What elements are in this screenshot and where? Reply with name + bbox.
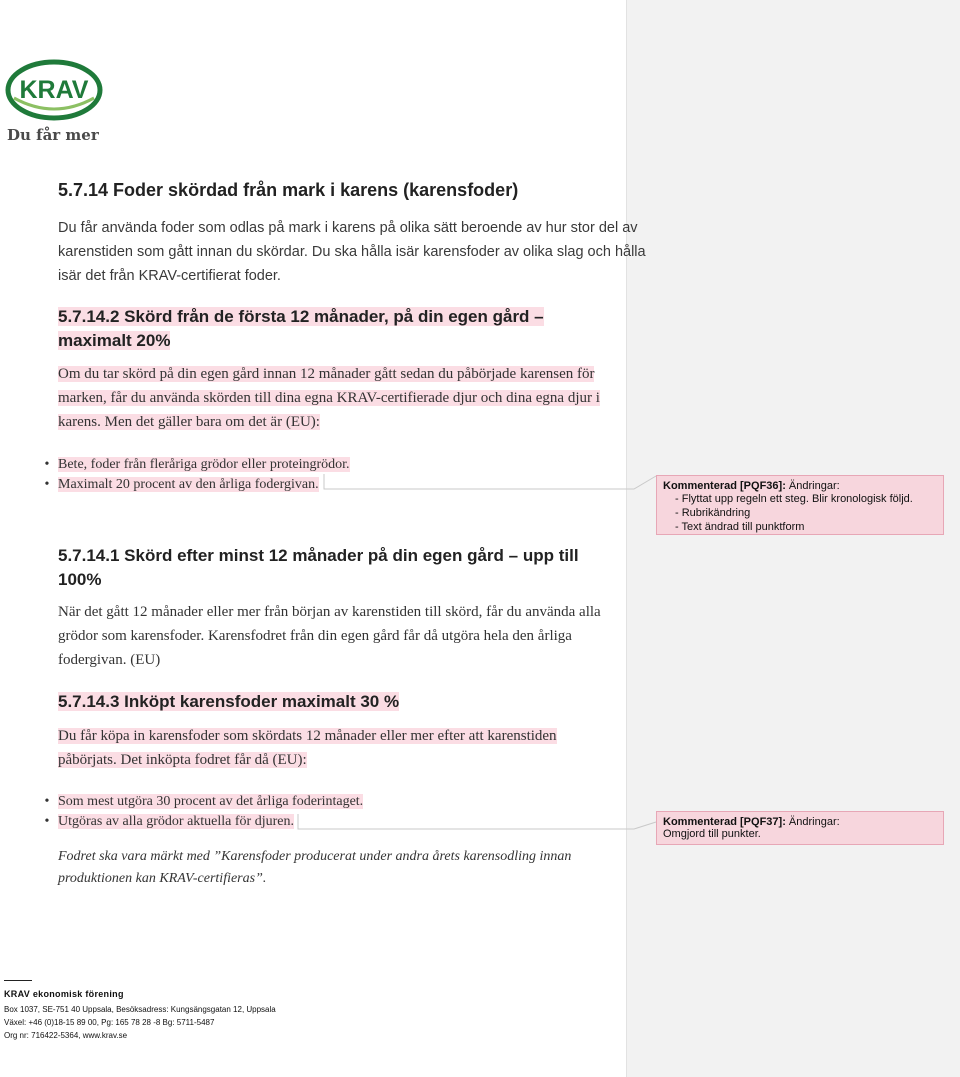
comment-line: - Rubrikändring	[675, 507, 751, 519]
heading-line: 100%	[58, 570, 102, 589]
para-line: Du får köpa in karensfoder som skördats 12 månader eller mer efter att karenstiden	[58, 728, 557, 744]
comment-label: Kommenterad [PQF36]:	[663, 480, 786, 492]
comment-title	[663, 816, 937, 828]
bullet-text: Maximalt 20 procent av den årliga fodergivan.	[58, 477, 319, 492]
comment-36-leader	[324, 474, 656, 489]
para-line: marken, får du använda skörden till dina egna KRAV-certifierade djur och dina egna djur i	[58, 390, 600, 406]
bullet-text: Utgöras av alla grödor aktuella för djuren.	[58, 814, 294, 829]
comment-line: Omgjord till punkter.	[663, 828, 761, 840]
intro-line: karenstiden som gått innan du skördar. Du ska hålla isär karensfoder av olika slag och hålla	[58, 244, 646, 260]
bullet-marker: •	[44, 477, 50, 492]
comment-kind: Ändringar:	[788, 816, 840, 828]
bullet-marker: •	[44, 814, 50, 829]
footer-org-name: KRAV ekonomisk förening	[4, 989, 124, 999]
comment-37-leader	[298, 814, 656, 829]
comment-balloon-pqf36[interactable]	[656, 475, 944, 535]
footer-line: Box 1037, SE-751 40 Uppsala, Besöksadress: Kungsängsgatan 12, Uppsala	[4, 1005, 276, 1014]
bullet-text: Som mest utgöra 30 procent av det årliga foderintaget.	[58, 794, 364, 809]
note-line: produktionen kan KRAV-certifieras”.	[58, 871, 267, 886]
section-heading: 5.7.14 Foder skördad från mark i karens (karensfoder)	[58, 180, 519, 200]
para-line: karens. Men det gäller bara om det är (EU):	[58, 414, 320, 430]
para-line: När det gått 12 månader eller mer från början av karenstiden till skörd, får du använda alla	[58, 604, 601, 620]
comment-balloon-pqf37[interactable]	[656, 811, 944, 845]
intro-line: isär det från KRAV-certifierat foder.	[58, 268, 281, 284]
note-line: Fodret ska vara märkt med ”Karensfoder producerat under andra årets karensodling innan	[58, 849, 572, 864]
heading-line: 5.7.14.1 Skörd efter minst 12 månader på din egen gård – upp till	[58, 546, 579, 565]
footer-line: Org nr: 716422-5364, www.krav.se	[4, 1031, 128, 1040]
heading-line: 5.7.14.3 Inköpt karensfoder maximalt 30 %	[58, 692, 400, 711]
comment-line: - Flyttat upp regeln ett steg. Blir kronologisk följd.	[675, 493, 913, 505]
intro-line: Du får använda foder som odlas på mark i karens på olika sätt beroende av hur stor del av	[58, 220, 638, 236]
heading-line: maximalt 20%	[58, 331, 171, 350]
para-line: fodergivan. (EU)	[58, 652, 161, 668]
logo-tagline: Du får mer	[7, 126, 99, 144]
footer-rule	[4, 980, 32, 981]
comment-label: Kommenterad [PQF37]:	[663, 816, 786, 828]
para-line: Om du tar skörd på din egen gård innan 12 månader gått sedan du påbörjade karensen för	[58, 366, 595, 382]
bullet-marker: •	[44, 457, 50, 472]
heading-line: 5.7.14.2 Skörd från de första 12 månader, på din egen gård –	[58, 307, 544, 326]
para-line: påbörjats. Det inköpta fodret får då (EU):	[58, 752, 307, 768]
comment-line: - Text ändrad till punktform	[675, 521, 805, 533]
bullet-marker: •	[44, 794, 50, 809]
footer-line: Växel: +46 (0)18-15 89 00, Pg: 165 78 28 -8 Bg: 5711-5487	[4, 1018, 215, 1027]
bullet-text: Bete, foder från fleråriga grödor eller proteingrödor.	[58, 457, 350, 472]
page-footer	[4, 980, 276, 1042]
comment-title	[663, 480, 937, 492]
logo-brand-text: KRAV	[19, 76, 89, 104]
para-line: grödor som karensfoder. Karensfodret från din egen gård får då utgöra hela den årliga	[58, 628, 572, 644]
comment-kind: Ändringar:	[788, 480, 840, 492]
